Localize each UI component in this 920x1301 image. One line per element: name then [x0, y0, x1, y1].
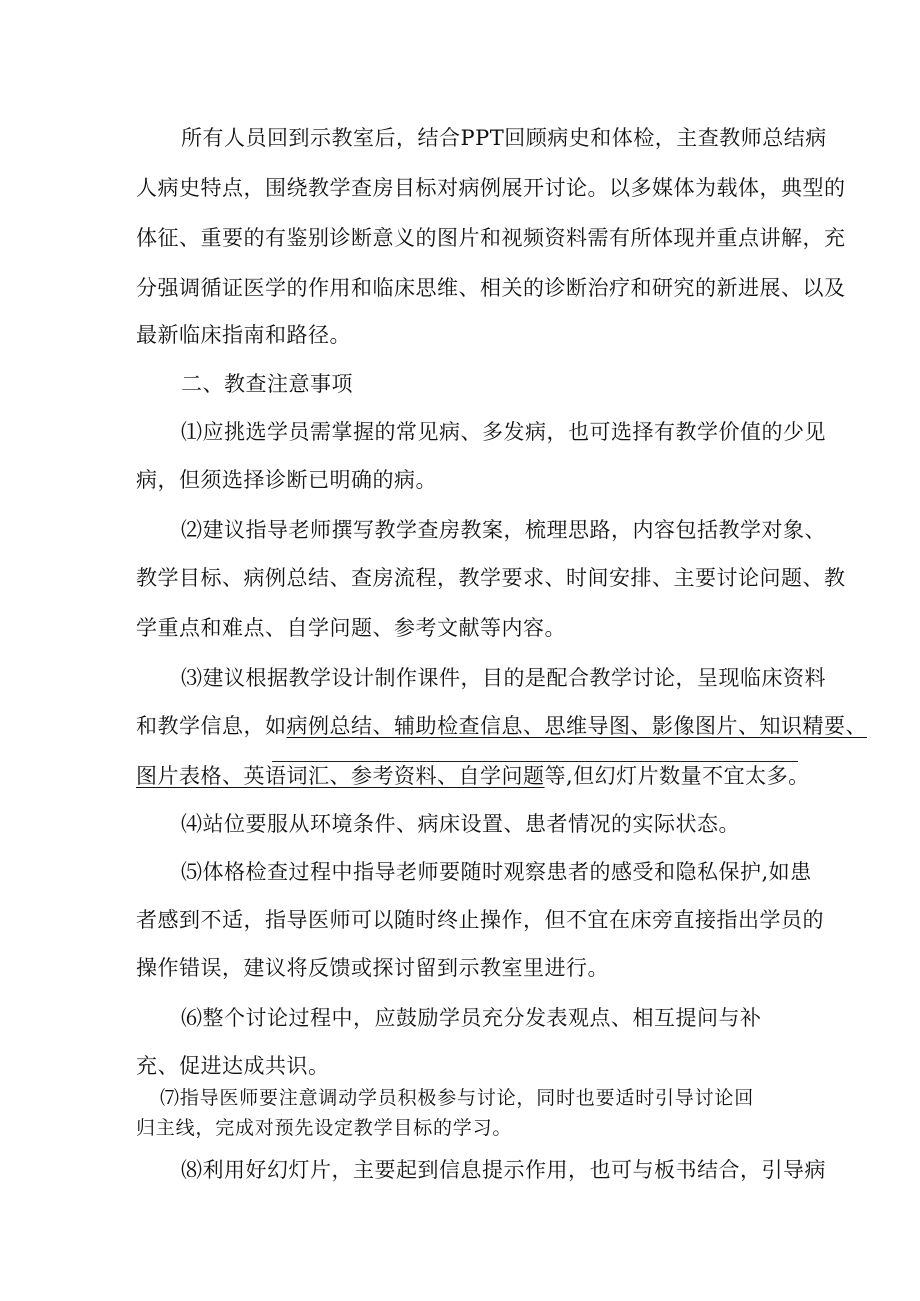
item-8-line-1: ⑻利用好幻灯片，主要起到信息提示作用，也可与板书结合，引导病 [181, 1158, 826, 1182]
item-2-line-1: ⑵建议指导老师撰写教学查房教案，梳理思路，内容包括教学对象、 [181, 518, 826, 542]
item-3-line-3-suffix: 等,但幻灯片数量不宜太多。 [544, 764, 810, 788]
item-3-line-3 [136, 762, 810, 790]
item-6-line-2: 充、促进达成共识。 [136, 1054, 330, 1078]
item-4-line-1: ⑷站位要服从环境条件、病床设置、患者情况的实际状态。 [181, 812, 740, 836]
item-3-line-2 [136, 712, 867, 740]
section-heading: 二、教查注意事项 [181, 372, 353, 396]
item-5-line-2: 者感到不适，指导医师可以随时终止操作，但不宜在床旁直接指出学员的 [136, 908, 824, 932]
item-3-line-2-prefix: 和教学信息，如 [136, 714, 287, 738]
item-2-line-3: 学重点和难点、自学问题、参考文献等内容。 [136, 616, 566, 640]
item-3-underlined-list-2: 图片表格、英语词汇、参考资料、自学问题 [136, 764, 545, 788]
intro-line-1: 所有人员回到示教室后，结合PPT回顾病史和体检，主查教师总结病 [181, 126, 827, 150]
intro-line-4: 分强调循证医学的作用和临床思维、相关的诊断治疗和研究的新进展、以及 [136, 276, 846, 300]
item-5-line-3: 操作错误，建议将反馈或探讨留到示教室里进行。 [136, 956, 609, 980]
intro-line-3: 体征、重要的有鉴别诊断意义的图片和视频资料需有所体现并重点讲解，充 [136, 226, 846, 250]
item-3-line-1: ⑶建议根据教学设计制作课件，目的是配合教学讨论，呈现临床资料 [181, 666, 826, 690]
intro-line-5: 最新临床指南和路径。 [136, 323, 351, 347]
item-1-line-2: 病，但须选择诊断已明确的病。 [136, 468, 437, 492]
item-1-line-1: ⑴应挑选学员需掌握的常见病、多发病，也可选择有教学价值的少见 [181, 420, 826, 444]
item-2-line-2: 教学目标、病例总结、查房流程，教学要求、时间安排、主要讨论问题、教 [136, 566, 846, 590]
item-3-underlined-list-1: 病例总结、辅助检查信息、思维导图、影像图片、知识精要、 [286, 714, 867, 738]
item-6-line-1: ⑹整个讨论过程中，应鼓励学员充分发表观点、相互提问与补 [181, 1006, 762, 1030]
intro-line-2: 人病史特点，围绕教学查房目标对病例展开讨论。以多媒体为载体，典型的 [136, 176, 846, 200]
item-7-line-2: 归主线，完成对预先设定教学目标的学习。 [136, 1117, 513, 1139]
item-5-line-1: ⑸体格检查过程中指导老师要随时观察患者的感受和隐私保护,如患 [181, 860, 812, 884]
item-7-line-1: ⑺指导医师要注意调动学员积极参与讨论，同时也要适时引导讨论回 [160, 1087, 755, 1109]
